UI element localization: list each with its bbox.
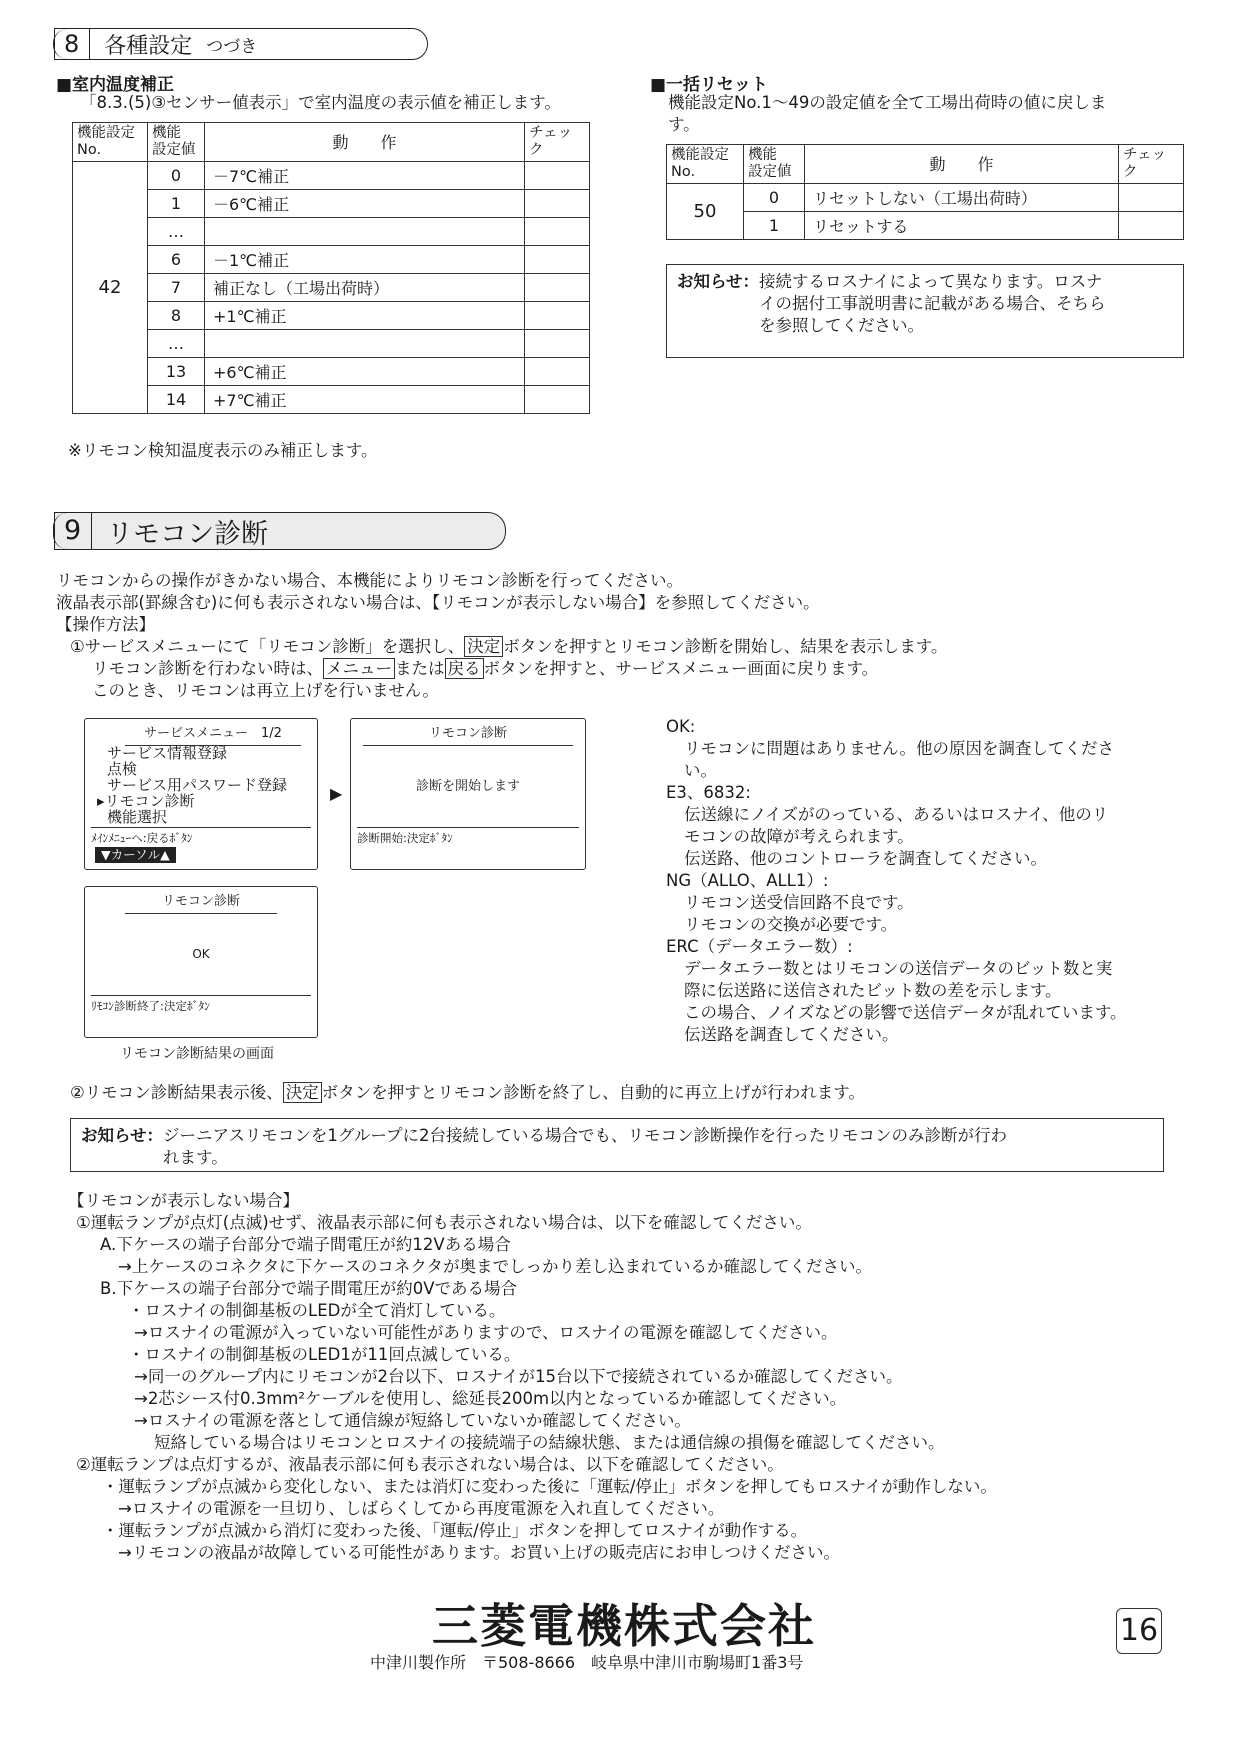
table-row xyxy=(73,386,590,414)
nodisplay-line: ・ロスナイの制御基板のLED1が11回点滅している。 xyxy=(128,1345,521,1364)
screen-footer: ﾘﾓｺﾝ診断終了:決定ﾎﾞﾀﾝ xyxy=(91,995,311,1016)
nodisplay-line: 【リモコンが表示しない場合】 xyxy=(68,1191,299,1210)
check-cell[interactable] xyxy=(1119,212,1184,240)
action-cell: －7℃補正 xyxy=(205,162,525,190)
col-function-no: 機能設定 No. xyxy=(667,145,744,184)
value-cell: … xyxy=(148,330,205,358)
menu-item-selected: ▸リモコン診断 xyxy=(97,792,195,810)
section8-number: 8 xyxy=(53,29,90,59)
intro-line1: リモコンからの操作がきかない場合、本機能によりリモコン診断を行ってください。 xyxy=(56,571,683,590)
notice-line: イの据付工事説明書に記載がある場合、そちら xyxy=(759,294,1106,313)
action-cell: －6℃補正 xyxy=(205,190,525,218)
result-code: NG（ALLO、ALL1）: xyxy=(666,871,829,890)
action-cell xyxy=(205,330,525,358)
nodisplay-line: B.下ケースの端子台部分で端子間電圧が約0Vである場合 xyxy=(100,1279,518,1298)
step2-line: ②リモコン診断結果表示後、 決定 ボタンを押すとリモコン診断を終了し、自動的に再立上げが行われます。 xyxy=(70,1083,865,1102)
function-no-cell: 42 xyxy=(73,162,148,414)
section8-title-text: 各種設定 xyxy=(104,33,193,59)
table-row xyxy=(73,162,590,190)
reset-table xyxy=(666,144,1184,240)
company-logo: 三菱電機株式会社 xyxy=(432,1599,816,1653)
result-ng: NG（ALLO、ALL1）: リモコン送受信回路不良です。 リモコンの交換が必要です。 xyxy=(666,870,1206,936)
reset-desc-line1: 機能設定No.1～49の設定値を全て工場出荷時の値に戻しま xyxy=(668,93,1107,112)
notice-line: 接続するロスナイによって異なります。ロスナ xyxy=(759,272,1103,291)
result-ok: OK: リモコンに問題はありません。他の原因を調査してくださ い。 xyxy=(666,716,1206,782)
room-temp-heading: ■室内温度補正 xyxy=(56,75,175,95)
value-cell: 6 xyxy=(148,246,205,274)
menu-item: サービス情報登録 xyxy=(107,744,228,762)
value-cell: 1 xyxy=(148,190,205,218)
back-button-ref: 戻る xyxy=(445,658,484,679)
screen-title: サービスメニュー 1/2 xyxy=(125,723,301,746)
nodisplay-line: ・運転ランプが点滅から変化しない、または消灯に変わった後に「運転/停止」ボタンを押してもロスナイが動作しない。 xyxy=(102,1477,997,1496)
diagnosis-start-screen xyxy=(350,718,586,870)
result-codes xyxy=(666,716,1206,1046)
table-row xyxy=(667,184,1184,212)
step1-line2: リモコン診断を行わない時は、 メニュー または 戻る ボタンを押すと、サービスメニュー画面に戻ります。 xyxy=(92,659,879,678)
table-row xyxy=(73,358,590,386)
action-cell: リセットする xyxy=(805,212,1119,240)
check-cell[interactable] xyxy=(1119,184,1184,212)
check-cell[interactable] xyxy=(525,386,590,414)
screen-body: OK xyxy=(192,947,210,961)
result-screen-caption: リモコン診断結果の画面 xyxy=(120,1046,274,1062)
menu-button-ref: メニュー xyxy=(323,658,395,679)
menu-item: サービス用パスワード登録 xyxy=(107,776,288,794)
nodisplay-line: ②運転ランプは点灯するが、液晶表示部に何も表示されない場合は、以下を確認してください。 xyxy=(76,1455,784,1474)
reset-heading: ■一括リセット xyxy=(650,75,768,95)
check-cell[interactable] xyxy=(525,330,590,358)
section8-title xyxy=(54,28,428,60)
notice-label: お知らせ： xyxy=(81,1126,164,1145)
intro-line2: 液晶表示部(罫線含む)に何も表示されない場合は、【リモコンが表示しない場合】を参照してください。 xyxy=(56,593,820,612)
section9-number: 9 xyxy=(53,513,92,549)
col-function-value: 機能 設定値 xyxy=(148,123,205,162)
screen-title: リモコン診断 xyxy=(125,891,277,914)
cursor-bar: ▼カーソル▲ xyxy=(95,847,176,863)
step1-line3: このとき、リモコンは再立上げを行いません。 xyxy=(92,681,439,700)
result-code: OK: xyxy=(666,717,696,736)
result-code: E3、6832: xyxy=(666,783,751,802)
nodisplay-line: →ロスナイの電源を一旦切り、しばらくしてから再度電源を入れ直してください。 xyxy=(118,1499,725,1518)
step1-line1: ①サービスメニューにて「リモコン診断」を選択し、 決定 ボタンを押すとリモコン診断を開始し、結果を表示します。 xyxy=(70,637,948,656)
result-e3: E3、6832: 伝送線にノイズがのっている、あるいはロスナイ、他のリ モコンの故障が考えられます。 伝送路、他のコントローラを調査してください。 xyxy=(666,782,1206,870)
check-cell[interactable] xyxy=(525,358,590,386)
page-number: 16 xyxy=(1116,1608,1162,1654)
result-code: ERC（データエラー数）: xyxy=(666,937,853,956)
nodisplay-line: →リモコンの液晶が故障している可能性があります。お買い上げの販売店にお申しつけください。 xyxy=(118,1543,841,1562)
screen-footer: 診断開始:決定ﾎﾞﾀﾝ xyxy=(357,827,579,848)
action-cell: －1℃補正 xyxy=(205,246,525,274)
section8-subtitle: つづき xyxy=(206,36,258,57)
nodisplay-line: →上ケースのコネクタに下ケースのコネクタが奥までしっかり差し込まれているか確認してください。 xyxy=(118,1257,873,1276)
table-row xyxy=(73,330,590,358)
reset-desc-line2: す。 xyxy=(668,115,700,134)
company-address: 中津川製作所 〒508-8666 岐阜県中津川市駒場町1番3号 xyxy=(370,1653,804,1672)
section9-title-text: リモコン診断 xyxy=(106,518,269,550)
check-cell[interactable] xyxy=(525,274,590,302)
screen-title: リモコン診断 xyxy=(363,723,573,746)
notice-label: お知らせ： xyxy=(677,272,760,291)
room-temp-table xyxy=(72,122,590,414)
function-no-cell: 50 xyxy=(667,184,744,240)
col-function-no: 機能設定 No. xyxy=(73,123,148,162)
result-erc: ERC（データエラー数）: データエラー数とはリモコンの送信データのビット数と実 際に伝送路に送信されたビット数の差を示します。 この場合、ノイズなどの影響で送信データが乱れています。 伝送路を調査してください。 xyxy=(666,936,1206,1046)
table-row xyxy=(73,302,590,330)
nodisplay-line: →2芯シース付0.3mm²ケーブルを使用し、総延長200m以内となっているか確認してください。 xyxy=(134,1389,847,1408)
value-cell: 7 xyxy=(148,274,205,302)
col-action: 動 作 xyxy=(205,123,525,162)
nodisplay-line: 短絡している場合はリモコンとロスナイの接続端子の結線状態、または通信線の損傷を確認してください。 xyxy=(154,1433,945,1452)
reset-notice xyxy=(666,264,1184,358)
diagnosis-notice xyxy=(70,1118,1164,1172)
section9-title xyxy=(54,512,506,550)
check-cell[interactable] xyxy=(525,162,590,190)
nodisplay-line: →ロスナイの電源が入っていない可能性がありますので、ロスナイの電源を確認してください。 xyxy=(134,1323,838,1342)
table-row xyxy=(73,274,590,302)
col-check: チェック xyxy=(525,123,590,162)
action-cell: 補正なし（工場出荷時） xyxy=(205,274,525,302)
notice-line: を参照してください。 xyxy=(759,316,925,335)
arrow-icon: ▶ xyxy=(330,784,343,803)
decide-button-ref: 決定 xyxy=(283,1082,322,1103)
col-function-value: 機能 設定値 xyxy=(744,145,805,184)
check-cell[interactable] xyxy=(525,246,590,274)
value-cell: 14 xyxy=(148,386,205,414)
action-cell: +7℃補正 xyxy=(205,386,525,414)
check-cell[interactable] xyxy=(525,190,590,218)
table-row xyxy=(73,190,590,218)
table-row xyxy=(73,246,590,274)
check-cell[interactable] xyxy=(525,302,590,330)
notice-line: れます。 xyxy=(163,1148,228,1167)
menu-item: 点検 xyxy=(107,760,138,778)
action-cell xyxy=(205,218,525,246)
value-cell: 8 xyxy=(148,302,205,330)
screen-body: 診断を開始します xyxy=(415,779,520,794)
nodisplay-line: ①運転ランプが点灯(点滅)せず、液晶表示部に何も表示されない場合は、以下を確認してください。 xyxy=(76,1213,812,1232)
action-cell: リセットしない（工場出荷時） xyxy=(805,184,1119,212)
table-row xyxy=(73,218,590,246)
nodisplay-line: →同一のグループ内にリモコンが2台以下、ロスナイが15台以下で接続されているか確認してください。 xyxy=(134,1367,903,1386)
method-heading: 【操作方法】 xyxy=(56,615,155,634)
col-action: 動 作 xyxy=(805,145,1119,184)
notice-line: ジーニアスリモコンを1グループに2台接続している場合でも、リモコン診断操作を行ったリモコンのみ診断が行わ xyxy=(163,1126,1008,1145)
table-row xyxy=(667,212,1184,240)
action-cell: +6℃補正 xyxy=(205,358,525,386)
action-cell: +1℃補正 xyxy=(205,302,525,330)
service-menu-screen xyxy=(84,718,318,870)
diagnosis-result-screen xyxy=(84,886,318,1038)
decide-button-ref: 決定 xyxy=(464,636,503,657)
check-cell[interactable] xyxy=(525,218,590,246)
value-cell: 0 xyxy=(744,184,805,212)
nodisplay-line: ・運転ランプが点滅から消灯に変わった後、「運転/停止」ボタンを押してロスナイが動作する。 xyxy=(102,1521,808,1540)
value-cell: 13 xyxy=(148,358,205,386)
value-cell: 1 xyxy=(744,212,805,240)
nodisplay-line: →ロスナイの電源を落として通信線が短絡していないか確認してください。 xyxy=(134,1411,691,1430)
menu-item: 機能選択 xyxy=(107,808,168,826)
nodisplay-line: ・ロスナイの制御基板のLEDが全て消灯している。 xyxy=(128,1301,506,1320)
value-cell: 0 xyxy=(148,162,205,190)
room-temp-desc: 「8.3.(5)③センサー値表示」で室内温度の表示値を補正します。 xyxy=(80,93,561,112)
nodisplay-line: A.下ケースの端子台部分で端子間電圧が約12Vある場合 xyxy=(100,1235,511,1254)
col-check: チェック xyxy=(1119,145,1184,184)
screen-footer: ﾒｲﾝﾒﾆｭｰへ:戻るﾎﾞﾀﾝ xyxy=(91,827,311,848)
value-cell: … xyxy=(148,218,205,246)
room-temp-note: ※リモコン検知温度表示のみ補正します。 xyxy=(68,441,378,460)
